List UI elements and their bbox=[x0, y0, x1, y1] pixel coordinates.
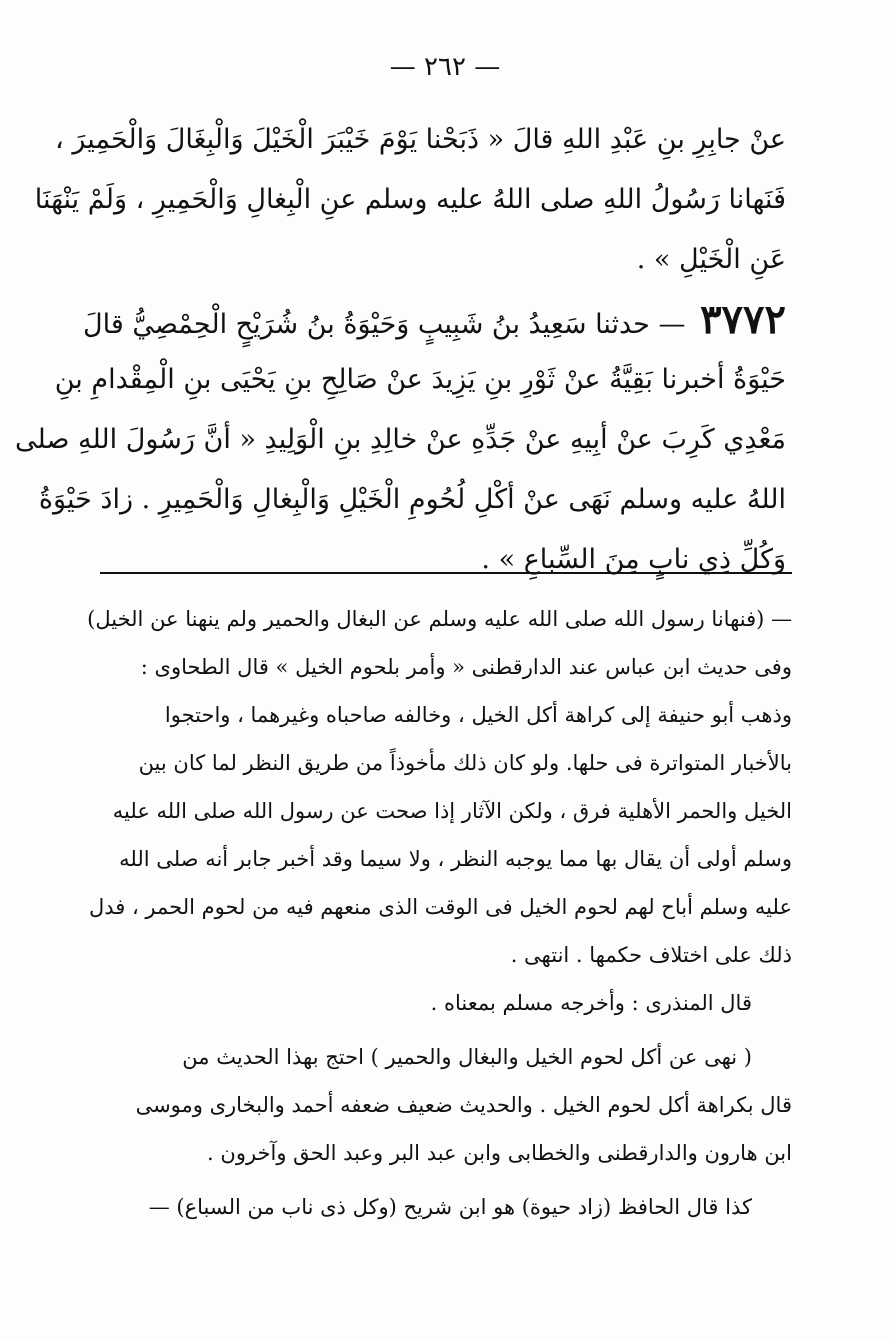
commentary-line: عليه وسلم أباح لهم لحوم الخيل فى الوقت الذى منعهم فيه من لحوم الحمر ، فدل bbox=[88, 895, 792, 919]
footnote-divider bbox=[100, 572, 792, 574]
hadith-first-line: حدثنا سَعِيدُ بنُ شَبِيبٍ وَحَيْوَةُ بنُ شُرَيْحٍ الْحِمْصِيُّ قالَ bbox=[83, 309, 650, 340]
commentary-line: — (فنهانا رسول الله صلى الله عليه وسلم عن البغال والحمير ولم ينهنا عن الخيل) bbox=[87, 607, 792, 631]
commentary-line: وذهب أبو حنيفة إلى كراهة أكل الخيل ، وخالفه صاحباه وغيرهما ، واحتجوا bbox=[164, 703, 792, 727]
main-text-line: عنْ جابِرِ بنِ عَبْدِ اللهِ قالَ « ذَبَحْنا يَوْمَ خَيْبَرَ الْخَيْلَ وَالْبِغَالَ وَالْحَمِيرَ ، bbox=[55, 124, 786, 155]
commentary-line: ( نهى عن أكل لحوم الخيل والبغال والحمير ) احتج بهذا الحديث من bbox=[182, 1045, 752, 1069]
commentary-line: وفى حديث ابن عباس عند الدارقطنى « وأمر بلحوم الخيل » قال الطحاوى : bbox=[140, 655, 792, 679]
main-text bbox=[15, 110, 786, 590]
commentary-line: قال بكراهة أكل لحوم الخيل . والحديث ضعيف ضعفه أحمد والبخارى وموسى bbox=[135, 1093, 792, 1117]
commentary bbox=[87, 595, 792, 1231]
commentary-line: وسلم أولى أن يقال بها مما يوجبه النظر ، ولا سيما وقد أخبر جابر أنه صلى الله bbox=[119, 847, 792, 871]
commentary-line: الخيل والحمر الأهلية فرق ، ولكن الآثار إذا صحت عن رسول الله صلى الله عليه bbox=[112, 799, 792, 823]
hadith-line: وَكُلِّ ذِي نابٍ مِنَ السِّباعِ » . bbox=[481, 544, 786, 575]
commentary-line: بالأخبار المتواترة فى حلها. ولو كان ذلك مأخوذاً من طريق النظر لما كان بين bbox=[138, 751, 792, 775]
commentary-line: ذلك على اختلاف حكمها . انتهى . bbox=[510, 943, 792, 967]
main-text-line: فَنَهانا رَسُولُ اللهِ صلى اللهُ عليه وسلم عنِ الْبِغالِ وَالْحَمِيرِ ، وَلَمْ يَنْهَنَا bbox=[34, 184, 786, 215]
page-number: — ٢٦٢ — bbox=[389, 52, 501, 82]
hafiz-note: كذا قال الحافظ (زاد حيوة) هو ابن شريح (وكل ذى ناب من السباع) — bbox=[148, 1195, 752, 1219]
hadith-separator: — bbox=[658, 309, 686, 340]
commentary-line: ابن هارون والدارقطنى والخطابى وابن عبد البر وعبد الحق وآخرون . bbox=[207, 1141, 792, 1165]
hadith-line: حَيْوَةُ أخبرنا بَقِيَّةُ عنْ ثَوْرِ بنِ يَزِيدَ عنْ صَالِحِ بنِ يَحْيَى بنِ الْمِقْدامِ بنِ bbox=[54, 364, 786, 395]
main-text-line: عَنِ الْخَيْلِ » . bbox=[636, 244, 786, 275]
hadith-heading bbox=[83, 290, 786, 350]
hadith-line: اللهُ عليه وسلم نَهَى عنْ أكْلِ لُحُومِ الْخَيْلِ وَالْبِغالِ وَالْحَمِيرِ . زادَ حَيْوَةُ bbox=[38, 484, 786, 515]
hadith-line: مَعْدِي كَرِبَ عنْ أبِيهِ عنْ جَدِّهِ عنْ خالِدِ بنِ الْوَلِيدِ « أنَّ رَسُولَ اللهِ صلى bbox=[15, 424, 786, 455]
hadith-number: ٣٧٧٢ bbox=[700, 296, 786, 343]
mundhiri-note: قال المنذرى : وأخرجه مسلم بمعناه . bbox=[430, 991, 752, 1015]
